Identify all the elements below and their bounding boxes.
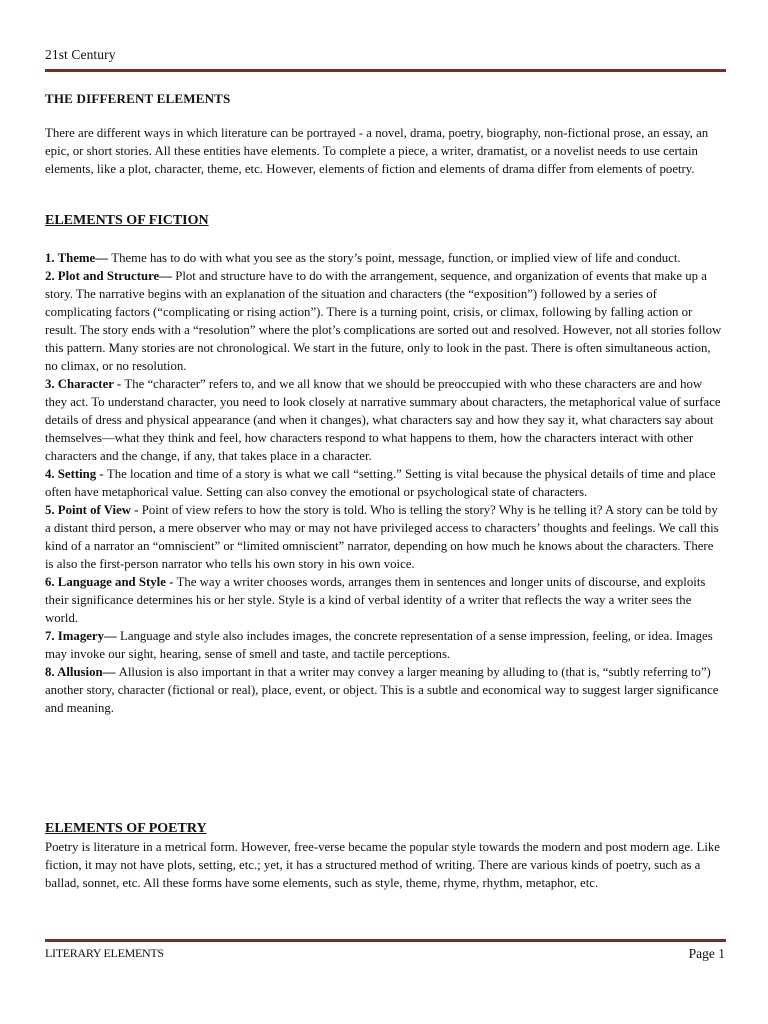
fiction-item-term: 5. Point of View — [45, 503, 132, 517]
fiction-item-imagery — [45, 627, 725, 663]
page-title: THE DIFFERENT ELEMENTS — [45, 91, 231, 106]
fiction-item-text: Plot and structure have to do with the arrangement, sequence, and organization of events that make up a story. The narrative begins with an explanation of the situation and characters (the “exposition”) followed by a series of complicating factors (“complicating or rising action”). There is a turning point, crisis, or climax, following by falling action or result. The story ends with a “resolution” where the plot’s complications are sorted out and resolved. However, not all stories follow this pattern. Many stories are not chronological. We start in the future, only to look in the past. There is often simultaneous action, no climax, or no resolution. — [45, 269, 722, 373]
fiction-item-text: Point of view refers to how the story is told. Who is telling the story? Why is he telling it? A story can be told by a distant third person, a mere observer who may or may not have privileged access to characters’ thoughts and feelings. We call this kind of a narrator an “omniscient” or “limited omniscient” narrator, depending on how much he knows about the characters. There is also the first-person narrator who tells his own story in his own voice. — [45, 503, 719, 571]
header-divider — [45, 69, 726, 72]
fiction-elements-list — [45, 249, 725, 717]
fiction-item-language-style — [45, 573, 725, 627]
fiction-item-character — [45, 375, 725, 465]
fiction-item-separator: — — [95, 251, 112, 265]
fiction-item-separator: - — [131, 503, 142, 517]
fiction-item-text: The location and time of a story is what we call “setting.” Setting is vital because the physical details of time and place often have metaphorical value. Setting can also convey the emotional or psychological state of characters. — [45, 467, 716, 499]
fiction-item-separator: - — [113, 377, 125, 391]
fiction-item-separator: — — [102, 665, 119, 679]
fiction-item-setting — [45, 465, 725, 501]
fiction-item-separator: — — [104, 629, 120, 643]
page-number: Page 1 — [688, 946, 725, 961]
fiction-item-term: 1. Theme — [45, 251, 96, 265]
running-header: 21st Century — [45, 47, 116, 62]
fiction-item-term: 6. Language and Style — [45, 575, 166, 589]
fiction-item-text: The way a writer chooses words, arranges them in sentences and longer units of discourse, and exploits their significance determines his or her style. Style is a kind of verbal identity of a writer that reflects the way a writer sees the world. — [45, 575, 706, 625]
fiction-item-term: 8. Allusion — [45, 665, 103, 679]
intro-paragraph: There are different ways in which literature can be portrayed - a novel, drama, poetry, biography, non-fictional prose, an essay, an epic, or short stories. All these entities have elements. To complete a piece, a writer, dramatist, or a novelist needs to use certain elements, like a plot, character, theme, etc. However, elements of fiction and elements of drama differ from elements of poetry. — [45, 126, 709, 176]
fiction-item-text: Allusion is also important in that a writer may convey a larger meaning by alluding to (that is, “subtly referring to”) another story, character (fictional or real), place, event, or object. This is a subtle and economical way to suggest larger significance and meaning. — [45, 665, 719, 715]
fiction-section-heading: ELEMENTS OF FICTION — [45, 213, 209, 228]
fiction-item-separator: - — [165, 575, 177, 589]
footer-divider — [45, 939, 726, 942]
poetry-paragraph: Poetry is literature in a metrical form. However, free-verse became the popular style towards the modern and post modern age. Like fiction, it may not have plots, setting, etc.; yet, it has a structured method of writing. There are various kinds of poetry, such as a ballad, sonnet, etc. All these forms have some elements, such as style, theme, rhyme, rhythm, metaphor, etc. — [45, 840, 720, 890]
fiction-item-term: 3. Character — [45, 377, 114, 391]
fiction-item-term: 7. Imagery — [45, 629, 104, 643]
fiction-item-text: Language and style also includes images, the concrete representation of a sense impression, feeling, or idea. Images may invoke our sight, hearing, sense of smell and taste, and tactile perceptions. — [45, 629, 713, 661]
poetry-section-heading: ELEMENTS OF POETRY — [45, 821, 207, 836]
fiction-item-theme — [45, 249, 725, 267]
fiction-item-plot — [45, 267, 725, 375]
fiction-item-term: 4. Setting — [45, 467, 97, 481]
fiction-item-separator: — — [159, 269, 176, 283]
footer-title: LITERARY ELEMENTS — [45, 946, 164, 960]
fiction-item-text: The “character” refers to, and we all know that we should be preoccupied with who these characters are and how they act. To understand character, you need to look closely at narrative summary about characters, the metaphorical value of surface details of dress and physical appearance (and when it changes), what characters say and how they say it, what characters say about themselves—what they think and feel, how characters respond to what happens to them, how the characters interact with other characters and the change, if any, that takes place in a character. — [45, 377, 721, 463]
fiction-item-text: Theme has to do with what you see as the story’s point, message, function, or implied view of life and conduct. — [111, 251, 681, 265]
fiction-item-point-of-view — [45, 501, 725, 573]
fiction-item-term: 2. Plot and Structure — [45, 269, 160, 283]
fiction-item-separator: - — [96, 467, 107, 481]
fiction-item-allusion — [45, 663, 725, 717]
